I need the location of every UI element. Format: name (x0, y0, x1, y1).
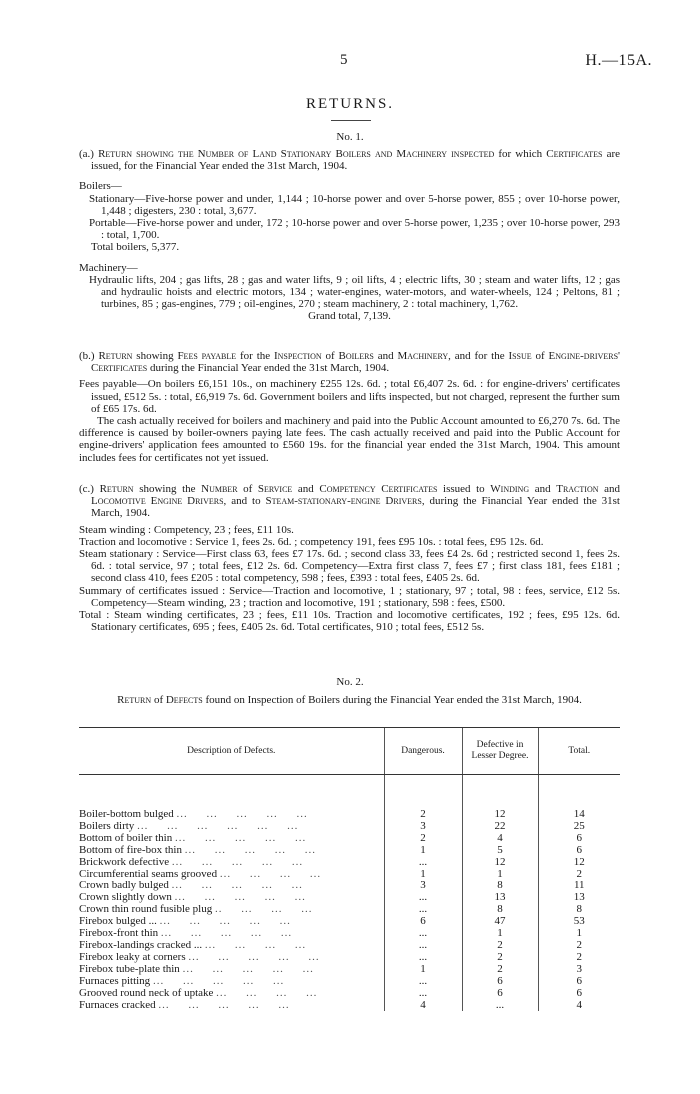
total-count: 12 (538, 857, 620, 869)
table-row (79, 976, 620, 988)
grand-total: Grand total, 7,139. (308, 310, 391, 323)
lesser-degree-count: 6 (462, 976, 538, 988)
dangerous-count: 3 (384, 880, 462, 892)
section-b (79, 350, 620, 464)
dangerous-count: ... (384, 988, 462, 1000)
steam-winding: Steam winding : Competency, 23 ; fees, £11 10s. (79, 523, 294, 536)
table-row (79, 1000, 620, 1012)
table-row (79, 964, 620, 976)
dangerous-count: 1 (384, 964, 462, 976)
table-row (79, 833, 620, 845)
table-row (79, 809, 620, 821)
traction-locomotive: Traction and locomotive : Service 1, fees 2s. 6d. ; competency 191, fees £95 10s. : total fees, £95 12s. 6d. (79, 535, 544, 548)
lesser-degree-count: 4 (462, 833, 538, 845)
table-row (79, 892, 620, 904)
page-number: 5 (340, 52, 348, 68)
table-row (79, 988, 620, 1000)
defect-description: Bottom of fire-box thin ... ... ... ... ... (79, 844, 316, 856)
table-row (79, 928, 620, 940)
total-count: 6 (538, 988, 620, 1000)
dangerous-count: 4 (384, 1000, 462, 1012)
fees-payable: Fees payable—On boilers £6,151 10s., on machinery £255 12s. 6d. ; total £6,407 2s. 6d. : for engine-drivers' certificates issued, £512 5s. : total, £6,919 7s. 6d. Government boilers and lifts inspected, but not charged, represent the further sum of £65 17s. 6d. (79, 378, 620, 415)
total-count: 53 (538, 916, 620, 928)
table-row (79, 869, 620, 881)
total-count: 6 (538, 976, 620, 988)
defect-description: Grooved round neck of uptake ... ... ... ... (79, 987, 318, 999)
total-count: 2 (538, 940, 620, 952)
lesser-degree-count: 22 (462, 821, 538, 833)
total-count: 2 (538, 952, 620, 964)
lesser-degree-count: 5 (462, 845, 538, 857)
column-header-dangerous: Dangerous. (384, 728, 462, 775)
section-a-caption: (a.) Return showing the Number of Land Stationary Boilers and Machinery inspected for which Certificates are issued, for the Financial Year ended the 31st March, 1904. (79, 148, 620, 173)
no2-heading: No. 2. (336, 676, 364, 688)
table-row (79, 880, 620, 892)
lesser-degree-count: ... (462, 1000, 538, 1012)
dangerous-count: ... (384, 952, 462, 964)
total-certificates: Total : Steam winding certificates, 23 ; fees, £11 10s. Traction and locomotive certificates, 192 ; fees, £95 12s. 6d. Stationary certificates, 695 ; fees, £405 2s. 6d. Total certificates, 910 ; total fees, £512 5s. (79, 609, 620, 634)
defect-description: Firebox bulged ... ... ... ... ... ... (79, 916, 291, 928)
lesser-degree-count: 2 (462, 952, 538, 964)
boilers-portable: Portable—Five-horse power and under, 172 ; 10-horse power and over 5-horse power, 1,235 ; over 10-horse power, 293 : total, 1,700. (89, 217, 620, 242)
dangerous-count: 1 (384, 869, 462, 881)
total-count: 2 (538, 869, 620, 881)
table-row (79, 857, 620, 869)
boilers-stationary: Stationary—Five-horse power and under, 1,144 ; 10-horse power and over 5-horse power, 855 ; over 10-horse power, 1,448 ; digesters, 230 : total, 3,677. (89, 192, 620, 217)
total-count: 25 (538, 821, 620, 833)
defect-description: Bottom of boiler thin ... ... ... ... ... (79, 832, 307, 844)
title-rule (331, 120, 371, 121)
lesser-degree-count: 6 (462, 988, 538, 1000)
section-c (79, 483, 620, 633)
section-a (79, 148, 620, 323)
lesser-degree-count: 12 (462, 809, 538, 821)
dangerous-count: 2 (384, 833, 462, 845)
lesser-degree-count: 2 (462, 964, 538, 976)
defect-description: Circumferential seams grooved ... ... ... ... (79, 868, 322, 880)
dangerous-count: 2 (384, 809, 462, 821)
defect-description: Brickwork defective ... ... ... ... ... (79, 856, 304, 868)
lesser-degree-count: 12 (462, 857, 538, 869)
lesser-degree-count: 47 (462, 916, 538, 928)
dangerous-count: ... (384, 940, 462, 952)
table-row (79, 916, 620, 928)
dangerous-count: ... (384, 928, 462, 940)
lesser-degree-count: 8 (462, 880, 538, 892)
defect-description: Boiler-bottom bulged ... ... ... ... ... (79, 809, 308, 820)
defect-description: Firebox-landings cracked ... ... ... ... ... (79, 939, 307, 951)
no2-caption: Return of Defects found on Inspection of Boilers during the Financial Year ended the 31st March, 1904. (117, 694, 582, 706)
section-c-caption: (c.) Return showing the Number of Service and Competency Certificates issued to Winding and Traction and Locomotive Engine Drivers, and to Steam-stationary-engine Drivers, during the Financial Year ended the 31st March, 1904. (79, 483, 620, 520)
table-spacer (79, 775, 620, 810)
total-count: 4 (538, 1000, 620, 1012)
lesser-degree-count: 1 (462, 928, 538, 940)
defect-description: Crown thin round fusible plug .. ... ... ... (79, 904, 313, 916)
dangerous-count: ... (384, 904, 462, 916)
document-reference: H.—15A. (585, 52, 652, 69)
column-header-lesser-degree: Defective in Lesser Degree. (462, 728, 538, 775)
total-count: 11 (538, 880, 620, 892)
total-count: 14 (538, 809, 620, 821)
dangerous-count: 6 (384, 916, 462, 928)
no1-heading: No. 1. (336, 131, 364, 143)
defect-description: Firebox tube-plate thin ... ... ... ... ... (79, 963, 314, 975)
total-boilers: Total boilers, 5,377. (91, 241, 180, 254)
table-row (79, 821, 620, 833)
total-count: 8 (538, 904, 620, 916)
lesser-degree-count: 1 (462, 869, 538, 881)
lesser-degree-count: 2 (462, 940, 538, 952)
dangerous-count: 1 (384, 845, 462, 857)
total-count: 3 (538, 964, 620, 976)
defect-description: Firebox-front thin ... ... ... ... ... (79, 928, 293, 940)
boilers-heading: Boilers— (79, 180, 122, 193)
defect-description: Crown badly bulged ... ... ... ... ... (79, 880, 303, 892)
table-row (79, 904, 620, 916)
cash-received: The cash actually received for boilers and machinery and paid into the Public Account amounted to £6,270 7s. 6d. The difference is caused by boiler-owners paying late fees. The cash actually received and paid into the Public Account for engine-drivers' application fees amounted to £560 19s. for the financial year ended the 31st March, 1904. This amount includes fees for certificates not yet issued. (79, 415, 620, 464)
dangerous-count: ... (384, 976, 462, 988)
defects-table-header (79, 728, 620, 775)
defect-description: Boilers dirty ... ... ... ... ... ... (79, 820, 299, 832)
machinery-heading: Machinery— (79, 261, 138, 274)
defect-description: Furnaces cracked ... ... ... ... ... (79, 999, 290, 1011)
table-row (79, 940, 620, 952)
column-header-total: Total. (538, 728, 620, 775)
machinery-list: Hydraulic lifts, 204 ; gas lifts, 28 ; gas and water lifts, 9 ; oil lifts, 4 ; electric lifts, 30 ; steam and water lifts, 12 ; gas and hydraulic hoists and electric motors, 134 ; water-engines, water-motors, and water-wheels, 124 ; Peltons, 81 ; turbines, 85 ; gas-engines, 779 ; oil-engines, 270 ; steam machinery, 2 : total machinery, 1,762. (89, 273, 620, 311)
defect-description: Firebox leaky at corners ... ... ... ... ... (79, 951, 320, 963)
dangerous-count: ... (384, 892, 462, 904)
summary-of-certificates: Summary of certificates issued : Service—Traction and locomotive, 1 ; stationary, 97 ; total, 98 : fees, service, £12 5s. Competency—Steam winding, 23 ; traction and locomotive, 191 ; stationary, 598 : fees, £500. (79, 584, 620, 609)
steam-stationary: Steam stationary : Service—First class 63, fees £7 17s. 6d. ; second class 33, fees £4 2s. 6d ; restricted second 1, fees 2s. 6d. : total service, 97 ; total fees, £12 2s. 6d. Competency—Extra first class 7, fees £7 ; first class 181, fees £181 ; second class 410, fees £205 : total competency, 598 ; fees, £393 : total fees, £405 2s. 6d. (79, 548, 620, 585)
column-header-description: Description of Defects. (79, 728, 384, 775)
total-count: 6 (538, 845, 620, 857)
table-row (79, 952, 620, 964)
section-b-caption: (b.) Return showing Fees payable for the Inspection of Boilers and Machinery, and for the Issue of Engine-drivers' Certificates during the Financial Year ended the 31st March, 1904. (79, 350, 621, 375)
dangerous-count: 3 (384, 821, 462, 833)
defect-description: Furnaces pitting ... ... ... ... ... (79, 975, 285, 987)
page-title: RETURNS. (305, 96, 395, 112)
total-count: 1 (538, 928, 620, 940)
dangerous-count: ... (384, 857, 462, 869)
total-count: 13 (538, 892, 620, 904)
lesser-degree-count: 13 (462, 892, 538, 904)
defect-description: Crown slightly down ... ... ... ... ... (79, 892, 306, 904)
table-row (79, 845, 620, 857)
defects-table (79, 727, 620, 1011)
lesser-degree-count: 8 (462, 904, 538, 916)
total-count: 6 (538, 833, 620, 845)
